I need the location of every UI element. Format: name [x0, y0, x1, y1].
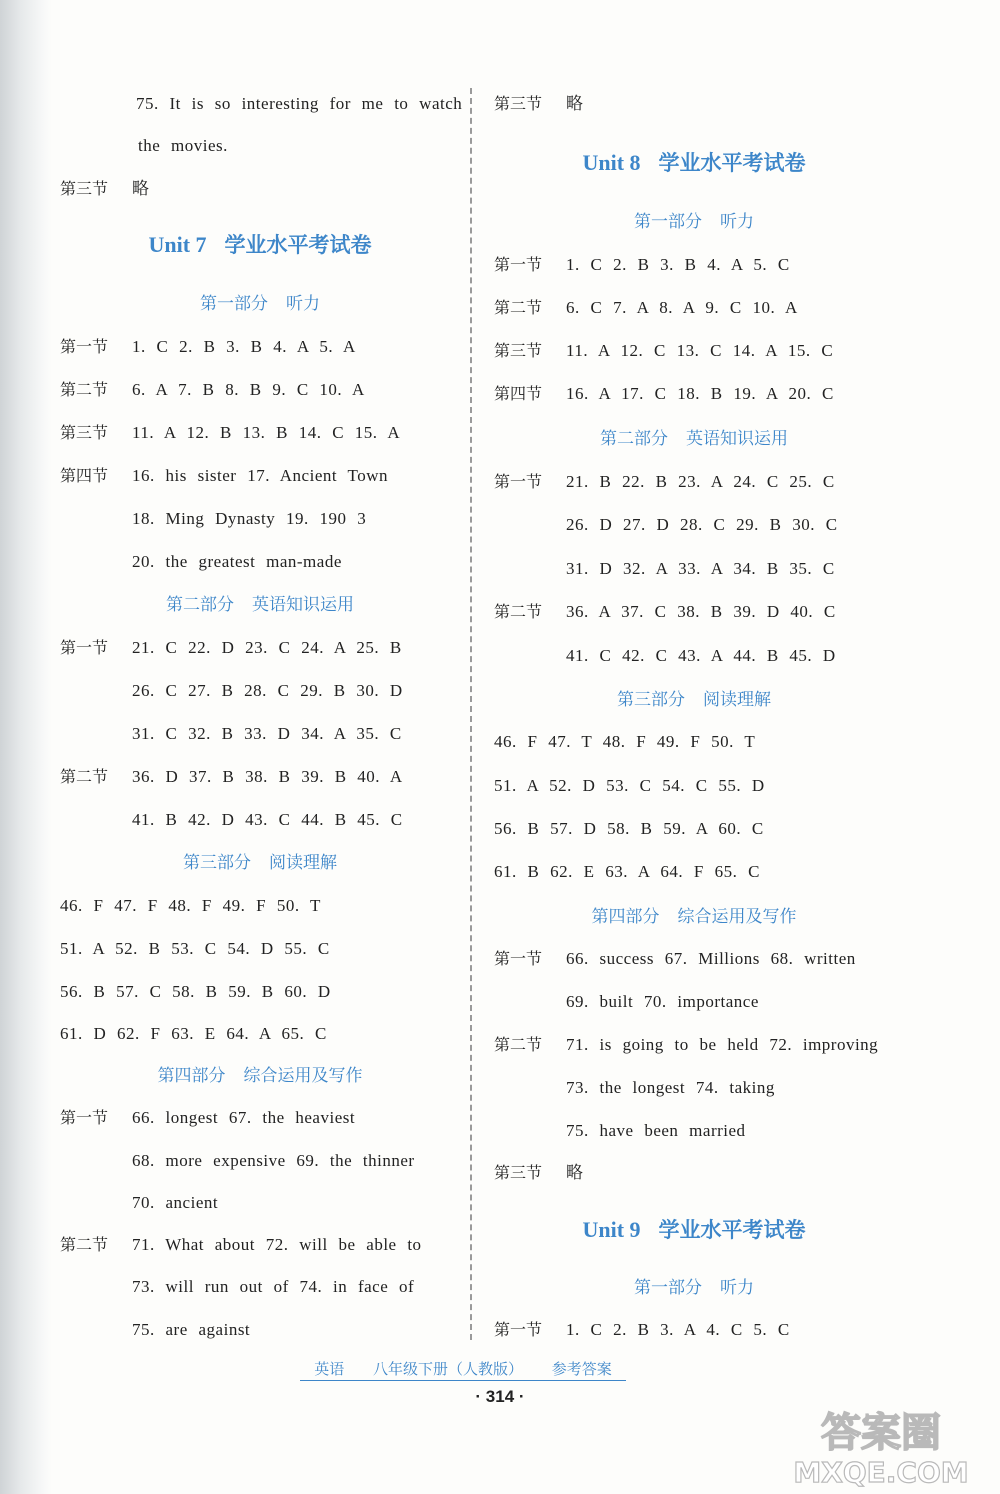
unit-9-heading: Unit 9 学业水平考试卷	[582, 1217, 806, 1242]
answer-line: 第三节 略	[60, 179, 149, 198]
part-heading: 第四部分 综合运用及写作	[157, 1066, 363, 1086]
answer-line: 51. A 52. D 53. C 54. C 55. D	[494, 776, 765, 795]
answer-line: 31. D 32. A 33. A 34. B 35. C	[566, 559, 835, 578]
answer-line: 68. more expensive 69. the thinner	[132, 1151, 415, 1170]
part-heading: 第二部分 英语知识运用	[166, 595, 354, 615]
unit-8-heading: Unit 8 学业水平考试卷	[582, 150, 806, 175]
answer-line: 20. the greatest man-made	[132, 552, 342, 571]
answer-line: 第一节 66. longest 67. the heaviest	[60, 1108, 356, 1127]
footer-label: 参考答案	[551, 1360, 612, 1378]
part-heading: 第三部分 阅读理解	[617, 690, 771, 710]
answer-line: 26. D 27. D 28. C 29. B 30. C	[566, 515, 838, 534]
answer-line: 51. A 52. B 53. C 54. D 55. C	[60, 939, 330, 958]
watermark-logo	[776, 1400, 986, 1490]
answer-line: 第四节 16. A 17. C 18. B 19. A 20. C	[494, 384, 834, 403]
answer-line: 第二节 71. What about 72. will be able to	[60, 1235, 422, 1254]
watermark-text: 答案圈	[821, 1410, 941, 1456]
answer-line: 56. B 57. D 58. B 59. A 60. C	[494, 819, 764, 838]
answer-line: 46. F 47. T 48. F 49. F 50. T	[494, 732, 756, 751]
answer-line: 75. It is so interesting for me to watch	[136, 94, 463, 113]
watermark-site: MXQE.COM	[793, 1456, 969, 1489]
answer-line: the movies.	[138, 136, 228, 155]
answer-line: 第三节 略	[494, 94, 583, 113]
page-number: · 314 ·	[475, 1387, 525, 1406]
footer-subject: 英语	[314, 1360, 345, 1378]
answer-line: 61. B 62. E 63. A 64. F 65. C	[494, 862, 760, 881]
answer-line: 31. C 32. B 33. D 34. A 35. C	[132, 724, 402, 743]
answer-line: 第三节 略	[494, 1163, 583, 1182]
answer-line: 第一节 1. C 2. B 3. B 4. A 5. A	[60, 337, 356, 356]
answer-line: 70. ancient	[132, 1193, 219, 1212]
part-heading: 第一部分 听力	[634, 212, 754, 232]
answer-line: 第三节 11. A 12. B 13. B 14. C 15. A	[60, 423, 401, 442]
part-heading: 第一部分 听力	[200, 294, 320, 314]
page-binding-shadow	[0, 0, 52, 1494]
answer-line: 第一节 66. success 67. Millions 68. written	[494, 949, 856, 968]
part-heading: 第四部分 综合运用及写作	[591, 907, 797, 927]
answer-line: 18. Ming Dynasty 19. 190 3	[132, 509, 367, 528]
answer-line: 73. the longest 74. taking	[566, 1078, 775, 1097]
answer-line: 第一节 1. C 2. B 3. A 4. C 5. C	[494, 1320, 790, 1339]
footer-grade: 八年级下册（人教版）	[372, 1360, 523, 1378]
answer-line: 第二节 36. A 37. C 38. B 39. D 40. C	[494, 602, 836, 621]
answer-line: 第二节 6. A 7. B 8. B 9. C 10. A	[60, 380, 365, 399]
part-heading: 第一部分 听力	[634, 1278, 754, 1298]
answer-line: 第一节 1. C 2. B 3. B 4. A 5. C	[494, 255, 790, 274]
page-footer	[300, 1359, 626, 1381]
part-heading: 第三部分 阅读理解	[183, 853, 337, 873]
unit-7-heading: Unit 7 学业水平考试卷	[148, 232, 372, 257]
part-heading: 第二部分 英语知识运用	[600, 429, 788, 449]
answer-line: 第二节 6. C 7. A 8. A 9. C 10. A	[494, 298, 798, 317]
answer-line: 46. F 47. F 48. F 49. F 50. T	[60, 896, 321, 915]
answer-line: 第四节 16. his sister 17. Ancient Town	[60, 466, 389, 485]
answer-line: 69. built 70. importance	[566, 992, 759, 1011]
answer-line: 第一节 21. B 22. B 23. A 24. C 25. C	[494, 472, 835, 491]
answer-line: 41. C 42. C 43. A 44. B 45. D	[566, 646, 836, 665]
answer-line: 26. C 27. B 28. C 29. B 30. D	[132, 681, 403, 700]
answer-line: 41. B 42. D 43. C 44. B 45. C	[132, 810, 403, 829]
answer-line: 75. are against	[132, 1320, 251, 1339]
answer-line: 第三节 11. A 12. C 13. C 14. A 15. C	[494, 341, 834, 360]
answer-line: 61. D 62. F 63. E 64. A 65. C	[60, 1024, 327, 1043]
answer-line: 第二节 71. is going to be held 72. improving	[494, 1035, 879, 1054]
answer-line: 56. B 57. C 58. B 59. B 60. D	[60, 982, 331, 1001]
answer-line: 第一节 21. C 22. D 23. C 24. A 25. B	[60, 638, 402, 657]
answer-line: 第二节 36. D 37. B 38. B 39. B 40. A	[60, 767, 403, 786]
answer-line: 73. will run out of 74. in face of	[132, 1277, 415, 1296]
answer-line: 75. have been married	[566, 1121, 746, 1140]
column-divider	[470, 88, 472, 1340]
